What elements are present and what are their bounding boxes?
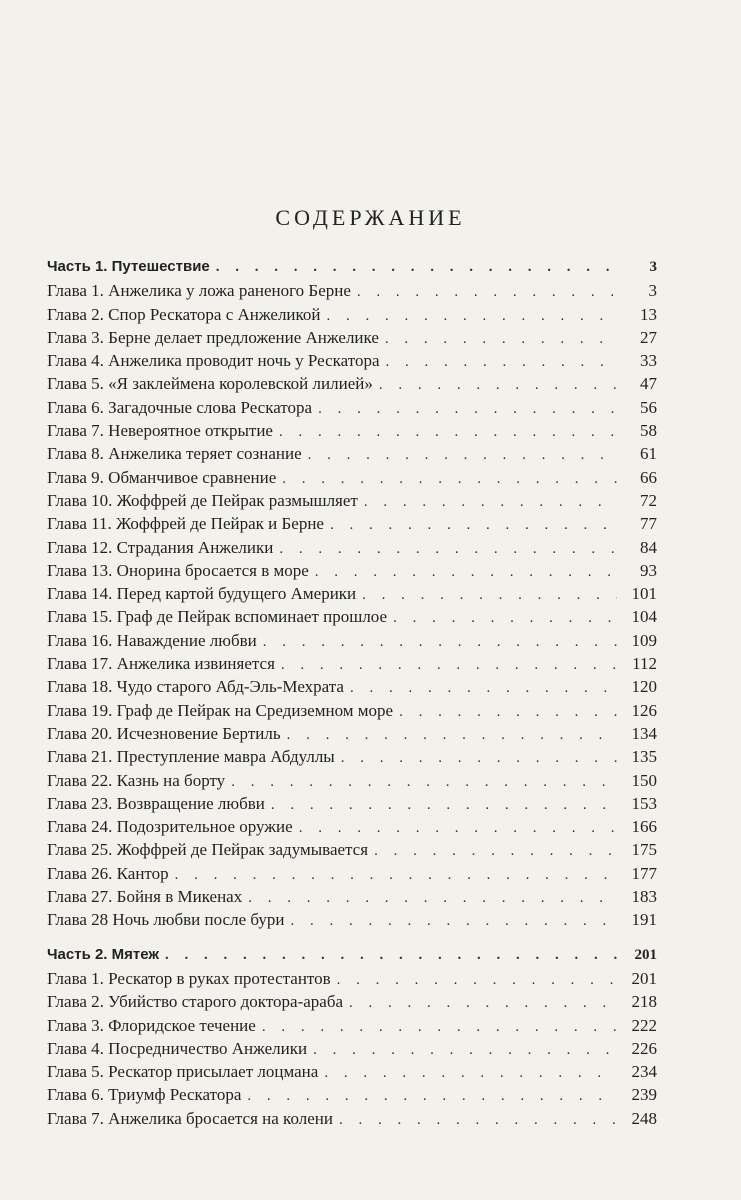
- chapter-row: [47, 328, 657, 351]
- page-number: 72: [640, 490, 657, 510]
- chapter-row: [47, 538, 657, 561]
- chapter-row: [47, 677, 657, 700]
- page-number: 33: [640, 351, 657, 371]
- chapter-row: [47, 840, 657, 863]
- chapter-title: Глава 19. Граф де Пейрак на Средиземном море: [47, 700, 394, 720]
- page-number: 150: [631, 770, 657, 790]
- chapter-title: Глава 15. Граф де Пейрак вспоминает прошлое: [47, 607, 388, 627]
- chapter-title: Глава 11. Жоффрей де Пейрак и Берне: [47, 514, 324, 534]
- chapter-title: Глава 1. Рескатор в руках протестантов: [47, 968, 331, 988]
- page-number: 126: [631, 700, 657, 720]
- dot-leader: [287, 727, 617, 744]
- page-number: 13: [640, 304, 657, 324]
- dot-leader: [341, 750, 617, 767]
- chapter-title: Глава 6. Загадочные слова Рескатора: [47, 397, 313, 417]
- dot-leader: [175, 867, 617, 884]
- dot-leader: [313, 1042, 617, 1059]
- dot-leader: [374, 843, 617, 860]
- page-number: 109: [631, 630, 657, 650]
- chapter-title: Глава 7. Анжелика бросается на колени: [47, 1108, 333, 1128]
- page-number: 153: [631, 793, 657, 813]
- page-number: 177: [631, 863, 657, 883]
- page-number: 112: [632, 654, 657, 674]
- page-number: 183: [631, 887, 657, 907]
- page-number: 120: [631, 677, 657, 697]
- page-number: 104: [631, 607, 657, 627]
- page-number: 3: [649, 259, 657, 275]
- chapter-title: Глава 17. Анжелика извиняется: [47, 654, 275, 674]
- chapter-title: Глава 20. Исчезновение Бертиль: [47, 723, 281, 743]
- chapter-row: [47, 887, 657, 910]
- page-title: СОДЕРЖАНИЕ: [275, 205, 466, 230]
- chapter-title: Глава 5. Рескатор присылает лоцмана: [47, 1062, 319, 1082]
- page-number: 27: [640, 327, 657, 347]
- dot-leader: [350, 680, 617, 697]
- chapter-row: [47, 607, 657, 630]
- page-number: 191: [631, 910, 657, 930]
- dot-leader: [262, 1019, 617, 1036]
- chapter-title: Глава 4. Анжелика проводит ночь у Рескатора: [47, 351, 380, 371]
- chapter-row: [47, 969, 657, 992]
- chapter-title: Глава 5. «Я заклеймена королевской лилией»: [47, 374, 373, 394]
- chapter-row: [47, 281, 657, 304]
- chapter-row: [47, 794, 657, 817]
- page-number: 84: [640, 537, 657, 557]
- chapter-row: [47, 1085, 657, 1108]
- page-number: 58: [640, 421, 657, 441]
- chapter-title: Глава 28 Ночь любви после бури: [47, 910, 285, 930]
- dot-leader: [339, 1112, 617, 1129]
- page-number: 201: [631, 968, 657, 988]
- chapter-row: [47, 305, 657, 328]
- chapter-row: [47, 584, 657, 607]
- chapter-row: [47, 654, 657, 677]
- dot-leader: [248, 890, 617, 907]
- chapter-row: [47, 351, 657, 374]
- dot-leader: [393, 610, 617, 627]
- dot-leader: [282, 471, 617, 488]
- chapter-title: Глава 1. Анжелика у ложа раненого Берне: [47, 281, 351, 301]
- chapter-title: Глава 18. Чудо старого Абд-Эль-Мехрата: [47, 677, 344, 697]
- page-number: 93: [640, 560, 657, 580]
- dot-leader: [318, 401, 617, 418]
- chapter-title: Глава 2. Спор Рескатора с Анжеликой: [47, 304, 321, 324]
- chapter-row: [47, 374, 657, 397]
- page-number: 3: [648, 281, 657, 301]
- part-title: Часть 2. Мятеж: [47, 945, 160, 963]
- chapter-title: Глава 10. Жоффрей де Пейрак размышляет: [47, 490, 358, 510]
- chapter-row: [47, 747, 657, 770]
- chapter-title: Глава 4. Посредничество Анжелики: [47, 1038, 308, 1058]
- page-number: 77: [640, 514, 657, 534]
- dot-leader: [247, 1088, 617, 1105]
- chapter-title: Глава 27. Бойня в Микенах: [47, 887, 243, 907]
- page-number: 135: [631, 747, 657, 767]
- dot-leader: [165, 947, 617, 964]
- part-gap: [47, 934, 657, 946]
- page-number: 47: [640, 374, 657, 394]
- chapter-title: Глава 24. Подозрительное оружие: [47, 817, 293, 837]
- table-of-contents: [47, 258, 657, 1132]
- dot-leader: [279, 541, 617, 558]
- chapter-title: Глава 7. Невероятное открытие: [47, 421, 273, 441]
- dot-leader: [379, 377, 617, 394]
- chapter-row: [47, 864, 657, 887]
- chapter-row: [47, 1016, 657, 1039]
- chapter-title: Глава 25. Жоффрей де Пейрак задумывается: [47, 840, 369, 860]
- chapter-row: [47, 514, 657, 537]
- page-number: 101: [631, 584, 657, 604]
- dot-leader: [290, 913, 617, 930]
- dot-leader: [281, 657, 617, 674]
- dot-leader: [271, 797, 617, 814]
- chapter-row: [47, 491, 657, 514]
- chapter-title: Глава 26. Кантор: [47, 863, 169, 883]
- page-number: 248: [631, 1108, 657, 1128]
- dot-leader: [315, 564, 617, 581]
- dot-leader: [279, 424, 617, 441]
- part-1-section: [47, 258, 657, 934]
- page-number: 56: [640, 397, 657, 417]
- part-row: [47, 258, 657, 281]
- chapter-row: [47, 631, 657, 654]
- dot-leader: [399, 704, 617, 721]
- page-number: 61: [640, 444, 657, 464]
- page-number: 234: [631, 1062, 657, 1082]
- part-title: Часть 1. Путешествие: [47, 258, 210, 275]
- dot-leader: [263, 634, 617, 651]
- chapter-title: Глава 14. Перед картой будущего Америки: [47, 584, 357, 604]
- dot-leader: [349, 995, 617, 1012]
- chapter-title: Глава 22. Казнь на борту: [47, 770, 226, 790]
- page-number: 166: [631, 817, 657, 837]
- dot-leader: [337, 972, 617, 989]
- chapter-row: [47, 724, 657, 747]
- chapter-title: Глава 2. Убийство старого доктора-араба: [47, 992, 344, 1012]
- chapter-row: [47, 910, 657, 933]
- chapter-title: Глава 3. Берне делает предложение Анжелике: [47, 327, 379, 347]
- part-2-section: [47, 946, 657, 1132]
- chapter-row: [47, 421, 657, 444]
- dot-leader: [362, 587, 617, 604]
- chapter-row: [47, 444, 657, 467]
- chapter-title: Глава 6. Триумф Рескатора: [47, 1085, 242, 1105]
- chapter-title: Глава 16. Наваждение любви: [47, 630, 257, 650]
- page-number: 134: [631, 723, 657, 743]
- page-number: 201: [634, 946, 657, 963]
- part-row: [47, 946, 657, 969]
- chapter-row: [47, 1062, 657, 1085]
- dot-leader: [357, 284, 617, 301]
- dot-leader: [324, 1065, 617, 1082]
- dot-leader: [364, 494, 617, 511]
- page-number: 218: [631, 992, 657, 1012]
- page-number: 222: [631, 1015, 657, 1035]
- chapter-title: Глава 3. Флоридское течение: [47, 1015, 256, 1035]
- chapter-title: Глава 23. Возвращение любви: [47, 793, 265, 813]
- chapter-row: [47, 1109, 657, 1132]
- dot-leader: [231, 774, 617, 791]
- chapter-title: Глава 21. Преступление мавра Абдуллы: [47, 747, 335, 767]
- chapter-row: [47, 1039, 657, 1062]
- dot-leader: [330, 517, 617, 534]
- chapter-row: [47, 701, 657, 724]
- dot-leader: [216, 259, 617, 276]
- chapter-title: Глава 8. Анжелика теряет сознание: [47, 444, 302, 464]
- chapter-row: [47, 817, 657, 840]
- dot-leader: [308, 447, 617, 464]
- page-number: 66: [640, 467, 657, 487]
- chapter-row: [47, 992, 657, 1015]
- chapter-row: [47, 398, 657, 421]
- chapter-row: [47, 771, 657, 794]
- page-number: 226: [631, 1038, 657, 1058]
- chapter-title: Глава 9. Обманчивое сравнение: [47, 467, 277, 487]
- chapter-row: [47, 468, 657, 491]
- dot-leader: [299, 820, 617, 837]
- page-number: 239: [631, 1085, 657, 1105]
- page-number: 175: [631, 840, 657, 860]
- dot-leader: [386, 354, 617, 371]
- dot-leader: [385, 331, 617, 348]
- chapter-row: [47, 561, 657, 584]
- chapter-title: Глава 13. Онорина бросается в море: [47, 560, 309, 580]
- dot-leader: [327, 308, 617, 325]
- chapter-title: Глава 12. Страдания Анжелики: [47, 537, 274, 557]
